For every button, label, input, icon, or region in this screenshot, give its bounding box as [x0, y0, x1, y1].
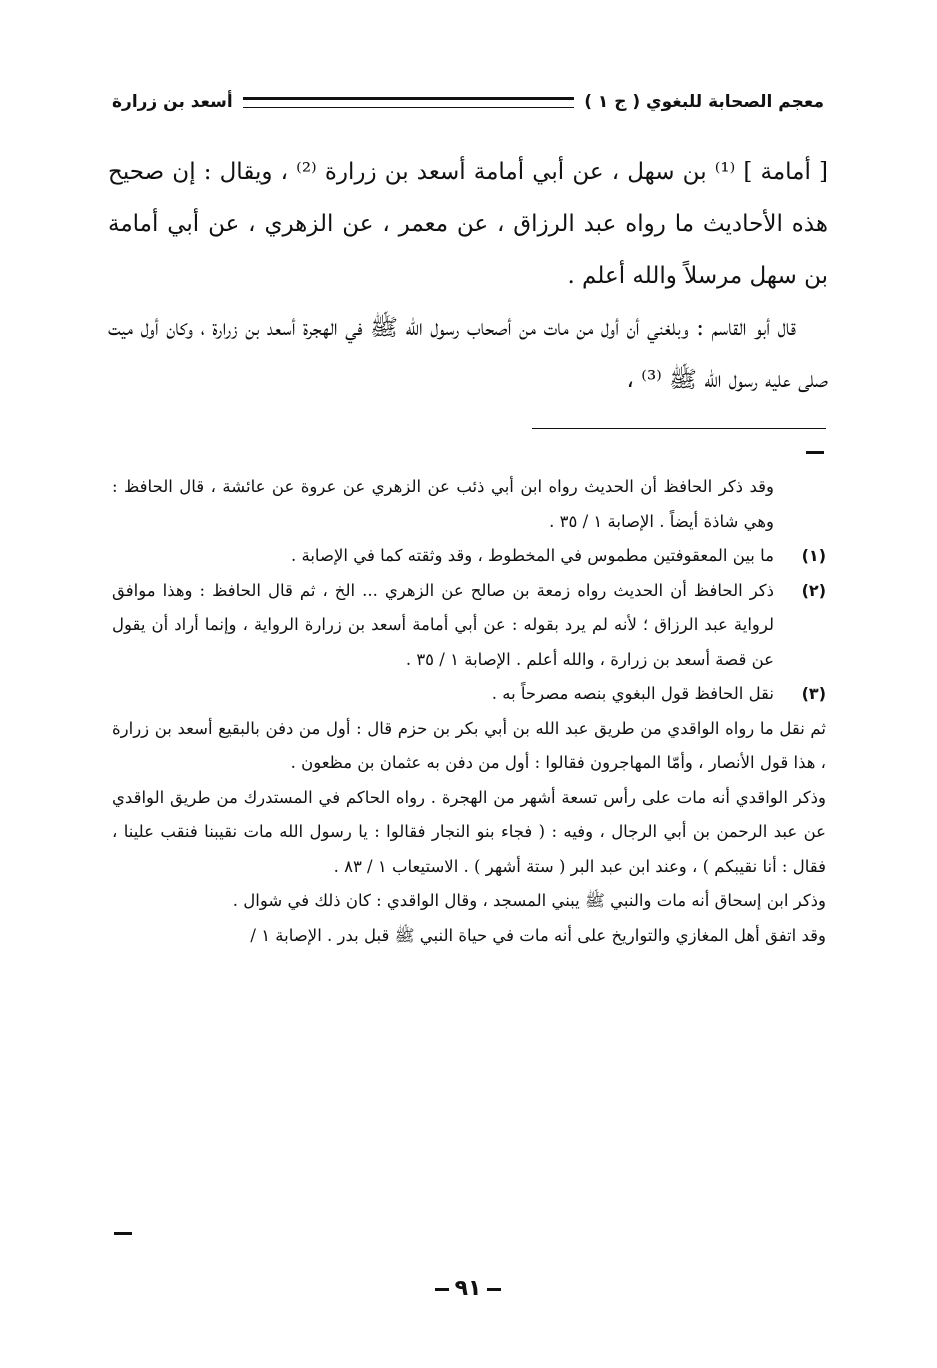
footnote-carry-over: وقد ذكر الحافظ أن الحديث رواه ابن أبي ذئب عن الزهري عن عروة عن عائشة ، قال الحافظ : وهي شاذة أيضاً . الإصابة ١ / ٣٥ .: [112, 477, 774, 531]
header-rule: [243, 97, 574, 108]
footnote-separator: [532, 428, 826, 429]
header-book-title: معجم الصحابة للبغوي ( ج ١ ): [584, 92, 824, 112]
footnote-text: نقل الحافظ قول البغوي بنصه مصرحاً به .: [491, 684, 774, 703]
footnote-2: [112, 574, 826, 678]
footnote-3-paragraph-2: ثم نقل ما رواه الواقدي من طريق عبد الله بن أبي بكر بن حزم قال : أول من دفن بالبقيع أسعد بن زرارة ، هذا قول الأنصار ، وأمّا المهاجرون فقالوا : أول من دفن به عثمان بن مظعون .: [112, 718, 826, 772]
running-header: [112, 88, 824, 116]
continuation-mark-top: [806, 451, 824, 454]
page-number: [418, 1276, 518, 1301]
page-number-value: ٩١: [454, 1276, 482, 1301]
footnote-number: (١): [801, 546, 826, 565]
footnote-3-paragraph-3: وذكر الواقدي أنه مات على رأس تسعة أشهر من الهجرة . رواه الحاكم في المستدرك من طريق الواقدي عن عبد الرحمن بن أبي الرجال ، وفيه : ( فجاء بنو النجار فقالوا : يا رسول الله مات نقيبنا فنقب علينا ، فقال : أنا نقيبكم ) ، وعند ابن عبد البر ( ستة أشهر ) . الاستيعاب ١ / ٨٣ .: [112, 787, 826, 876]
continuation-mark-bottom: [114, 1232, 132, 1235]
page-number-dash: [487, 1288, 501, 1291]
footnote-text: ما بين المعقوفتين مطموس في المخطوط ، وقد وثقته كما في الإصابة .: [290, 546, 774, 565]
main-paragraph-1: [ أمامة ] ⁽¹⁾ بن سهل ، عن أبي أمامة أسعد بن زرارة ⁽²⁾ ، ويقال : إن صحيح هذه الأحاديث ما رواه عبد الرزاق ، عن معمر ، عن الزهري ، عن أبي أمامة بن سهل مرسلاً والله أعلم .: [108, 159, 828, 289]
page-number-dash: [435, 1288, 449, 1291]
footnote-3-paragraph-4: وذكر ابن إسحاق أنه مات والنبي ﷺ يبني المسجد ، وقال الواقدي : كان ذلك في شوال .: [232, 891, 826, 910]
footnote-3-paragraph-5: وقد اتفق أهل المغازي والتواريخ على أنه مات في حياة النبي ﷺ قبل بدر . الإصابة ١ /: [250, 925, 826, 945]
main-text: [108, 146, 828, 406]
footnote-number: (٣): [801, 684, 826, 703]
footnote-number: (٢): [801, 580, 826, 600]
main-paragraph-2: قال أبو القاسم : وبلغني أن أول من مات من أصحاب رسول الله ﷺ في الهجرة أسعد بن زرارة ، وكان أول ميت صلى عليه رسول الله ﷺ ⁽³⁾ ،: [108, 315, 828, 393]
header-entry-name: أسعد بن زرارة: [112, 92, 233, 112]
footnote-3: [112, 677, 826, 712]
footnote-text: ذكر الحافظ أن الحديث رواه زمعة بن صالح عن الزهري ... الخ ، ثم قال الحافظ : وهذا موافق لرواية عبد الرزاق ؛ لأنه لم يرد بقوله : عن أبي أمامة أسعد بن زرارة الرواية ، وإنما أراد أن يقول عن قصة أسعد بن زرارة ، والله أعلم . الإصابة ١ / ٣٥ .: [112, 580, 774, 669]
footnotes: [112, 470, 826, 953]
footnote-1: [112, 539, 826, 574]
